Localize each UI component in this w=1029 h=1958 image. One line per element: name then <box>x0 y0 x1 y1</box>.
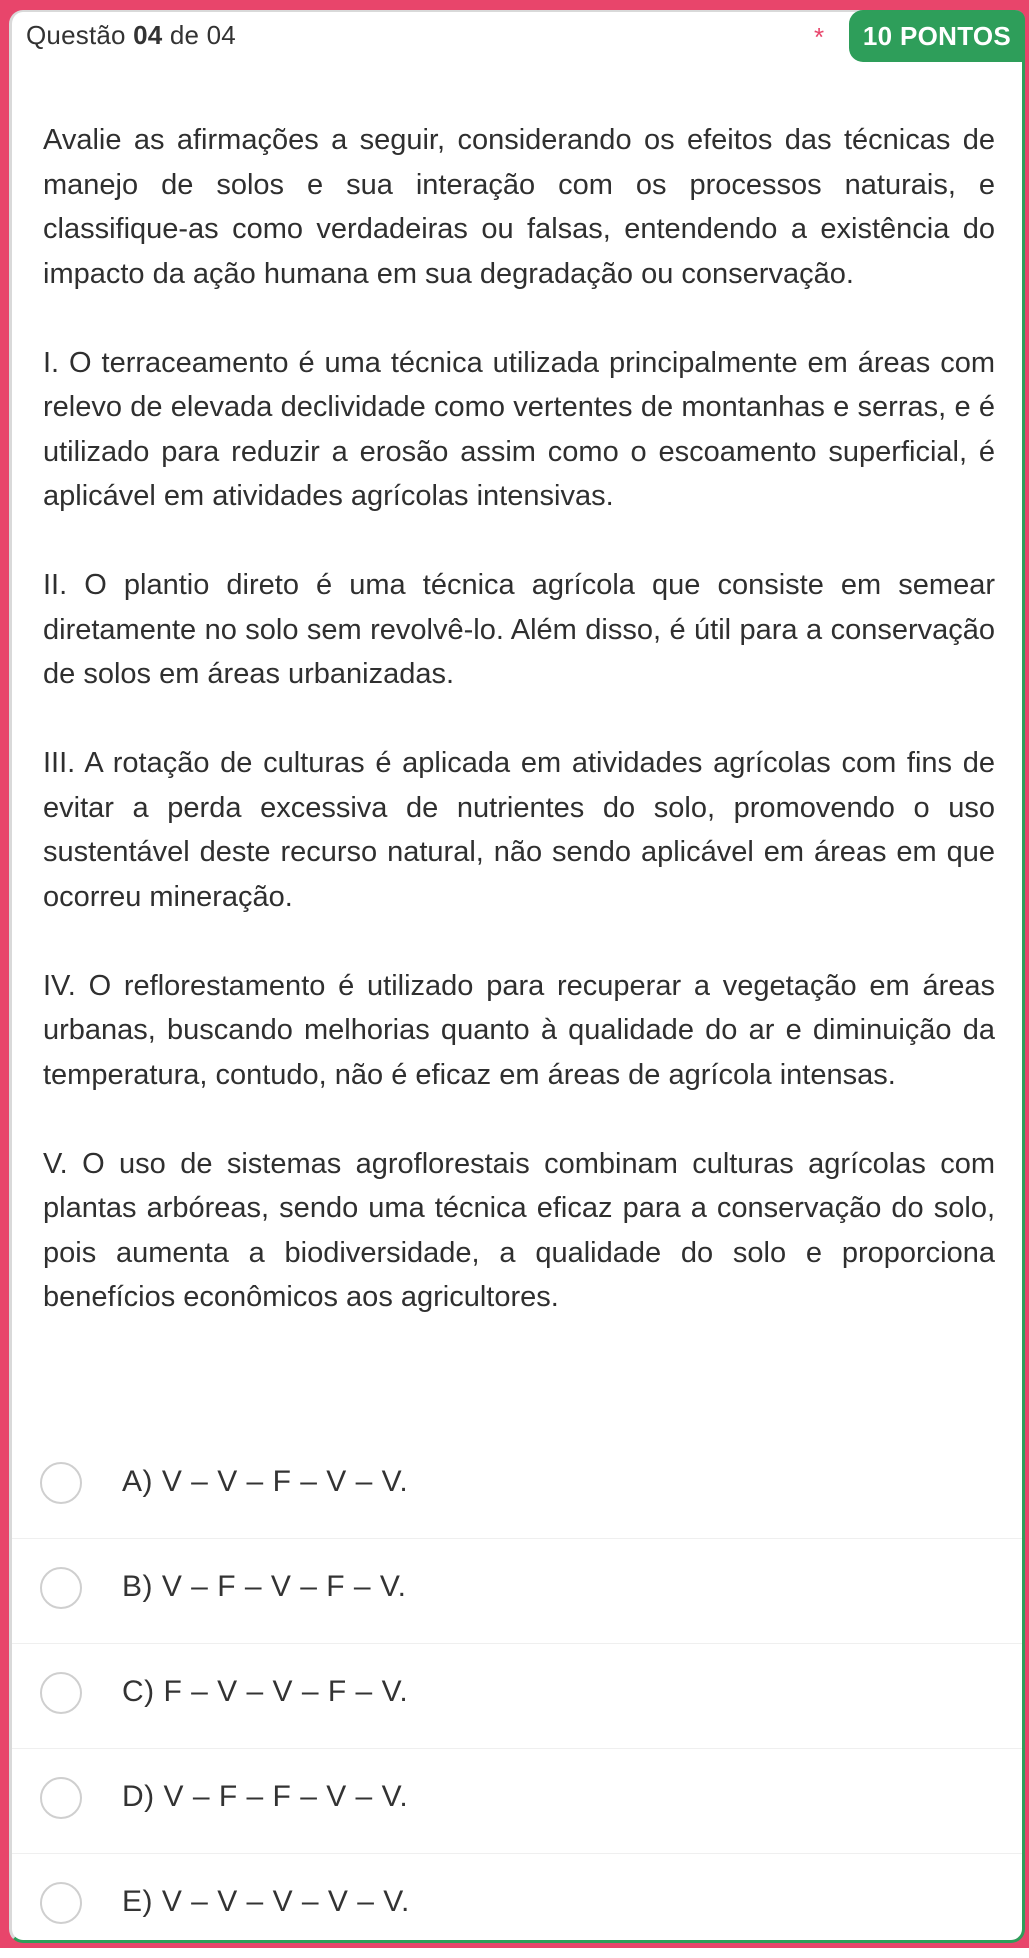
answer-options <box>12 1434 1022 1958</box>
statement-item-5: V. O uso de sistemas agroflorestais combinam culturas agrícolas com plantas arbóreas, sendo uma técnica eficaz para a conservação do solo, pois aumenta a biodiversidade, a qualidade do solo e proporciona benefícios econômicos aos agricultores. <box>43 1147 995 1313</box>
option-a-label: A) V – V – F – V – V. <box>122 1465 409 1498</box>
option-b-label: B) V – F – V – F – V. <box>122 1570 407 1603</box>
statement-item-3: III. A rotação de culturas é aplicada em atividades agrícolas com fins de evitar a perda excessiva de nutrientes do solo, promovendo o uso sustentável deste recurso natural, não sendo aplicável em áreas em que ocorreu mineração. <box>43 747 995 913</box>
radio-button-c[interactable] <box>40 1672 82 1714</box>
option-e-label: E) V – V – V – V – V. <box>122 1885 410 1918</box>
option-d[interactable] <box>12 1749 1022 1854</box>
question-number: 04 <box>133 20 163 50</box>
question-card <box>9 10 1025 1943</box>
radio-button-e[interactable] <box>40 1882 82 1924</box>
radio-button-b[interactable] <box>40 1567 82 1609</box>
statement-item-4: IV. O reflorestamento é utilizado para recuperar a vegetação em áreas urbanas, buscando melhorias quanto à qualidade do ar e diminuição da temperatura, contudo, não é eficaz em áreas de agrícola intensas. <box>43 969 995 1091</box>
option-a[interactable] <box>12 1434 1022 1539</box>
option-d-label: D) V – F – F – V – V. <box>122 1780 409 1813</box>
points-badge: 10 PONTOS <box>849 10 1025 62</box>
question-counter <box>26 20 236 51</box>
radio-button-a[interactable] <box>40 1462 82 1504</box>
option-e[interactable] <box>12 1854 1022 1958</box>
question-suffix: de 04 <box>162 20 236 50</box>
statement-item-2: II. O plantio direto é uma técnica agrícola que consiste em semear diretamente no solo sem revolvê-lo. Além disso, é útil para a conservação de solos em áreas urbanizadas. <box>43 569 995 690</box>
question-prefix: Questão <box>26 20 134 50</box>
radio-button-d[interactable] <box>40 1777 82 1819</box>
question-body <box>43 118 995 1364</box>
option-b[interactable] <box>12 1539 1022 1644</box>
question-statement: Avalie as afirmações a seguir, considerando os efeitos das técnicas de manejo de solos e sua interação com os processos naturais, e classifique-as como verdadeiras ou falsas, entendendo a existência do impacto da ação humana em sua degradação ou conservação. <box>43 124 995 290</box>
question-header <box>12 12 1022 62</box>
statement-item-1: I. O terraceamento é uma técnica utilizada principalmente em áreas com relevo de elevada declividade como vertentes de montanhas e serras, e é utilizado para reduzir a erosão assim como o escoamento superficial, é aplicável em atividades agrícolas intensivas. <box>43 346 995 512</box>
option-c-label: C) F – V – V – F – V. <box>122 1675 409 1708</box>
required-mark: * <box>814 22 825 52</box>
option-c[interactable] <box>12 1644 1022 1749</box>
